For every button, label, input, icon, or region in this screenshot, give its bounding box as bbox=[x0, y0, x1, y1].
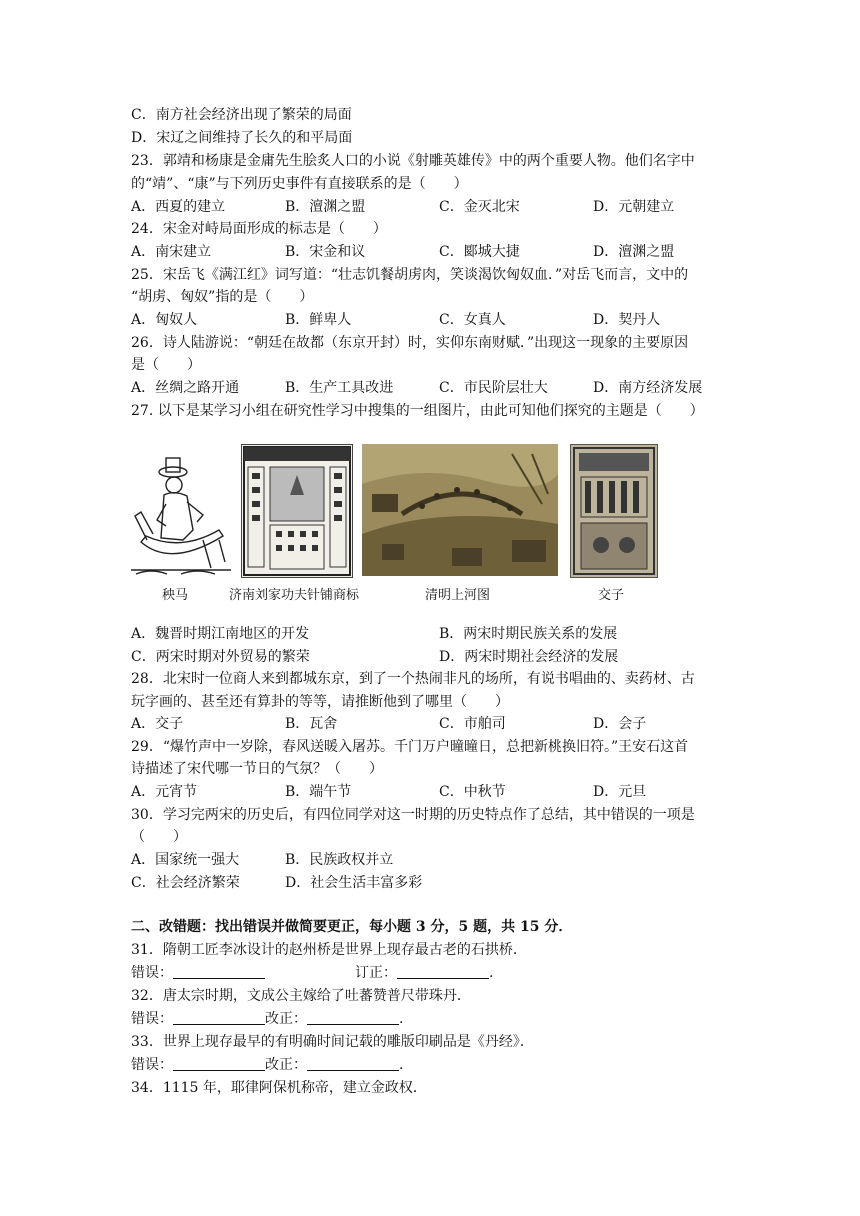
q28-option-d: D．会子 bbox=[593, 716, 647, 732]
q27-option-d: D．两宋时期社会经济的发展 bbox=[439, 649, 619, 665]
q22-option-d: D．宋辽之间维持了长久的和平局面 bbox=[131, 130, 353, 146]
q25-stem-2: “胡虏、匈奴”指的是（ ） bbox=[131, 289, 314, 305]
error-label: 错误： bbox=[131, 1057, 173, 1073]
section-2-heading: 二、改错题：找出错误并做简要更正，每小题 3 分，5 题，共 15 分． bbox=[131, 919, 573, 935]
q26-option-c: C．市民阶层壮大 bbox=[439, 380, 548, 396]
q33-answer-row bbox=[131, 1055, 403, 1075]
q30-stem-2: （ ） bbox=[131, 829, 187, 845]
qingming-scroll-painting bbox=[362, 444, 558, 576]
q25-stem-1: 25．宋岳飞《满江红》词写道：“壮志饥餐胡虏肉，笑谈渴饮匈奴血．”对岳飞而言，文中的 bbox=[131, 267, 689, 283]
q26-option-b: B．生产工具改进 bbox=[285, 380, 394, 396]
caption-qingming: 清明上河图 bbox=[425, 588, 491, 603]
end-period: . bbox=[399, 1011, 404, 1027]
q29-option-b: B．端午节 bbox=[285, 784, 352, 800]
caption-trademark: 济南刘家功夫针铺商标 bbox=[229, 588, 360, 603]
q28-stem-2: 玩字画的、甚至还有算卦的等等，请推断他到了哪里（ ） bbox=[131, 694, 509, 710]
q25-option-b: B．鲜卑人 bbox=[285, 312, 352, 328]
q23-stem-2: 的“靖”、“康”与下列历史事件有直接联系的是（ ） bbox=[131, 176, 468, 192]
q26-stem-1: 26．诗人陆游说：“朝廷在故都（东京开封）时，实仰东南财赋．”出现这一现象的主要原因 bbox=[131, 335, 689, 351]
q23-stem-1: 23．郭靖和杨康是金庸先生脍炙人口的小说《射雕英雄传》中的两个重要人物。他们名字中 bbox=[131, 153, 695, 169]
q24-option-d: D．澶渊之盟 bbox=[593, 244, 675, 260]
caption-jiaozi: 交子 bbox=[598, 588, 625, 603]
q26-stem-2: 是（ ） bbox=[131, 357, 201, 373]
q33-stem: 33．世界上现存最早的有明确时间记载的雕版印刷品是《丹经》． bbox=[131, 1034, 534, 1050]
q26-option-a: A．丝绸之路开通 bbox=[131, 380, 240, 396]
q27-option-b: B．两宋时期民族关系的发展 bbox=[439, 626, 618, 642]
correct-blank[interactable] bbox=[397, 964, 489, 979]
q27-option-c: C．两宋时期对外贸易的繁荣 bbox=[131, 649, 310, 665]
q31-answer-row bbox=[131, 963, 493, 983]
q29-stem-2: 诗描述了宋代哪一节日的气氛？（ ） bbox=[131, 761, 383, 777]
q27-option-a: A．魏晋时期江南地区的开发 bbox=[131, 626, 310, 642]
q23-option-b: B．澶渊之盟 bbox=[285, 199, 366, 215]
error-blank[interactable] bbox=[173, 1056, 265, 1071]
q32-stem: 32．唐太宗时期，文成公主嫁给了吐蕃赞普尺带珠丹． bbox=[131, 988, 471, 1004]
q23-option-a: A．西夏的建立 bbox=[131, 199, 226, 215]
q30-option-a: A．国家统一强大 bbox=[131, 852, 240, 868]
correct-blank[interactable] bbox=[307, 1010, 399, 1025]
q34-stem: 34．1115 年，耶律阿保机称帝，建立金政权． bbox=[131, 1080, 427, 1096]
end-period: . bbox=[489, 965, 494, 981]
q31-stem: 31．隋朝工匠李冰设计的赵州桥是世界上现存最古老的石拱桥． bbox=[131, 942, 527, 958]
q28-stem-1: 28．北宋时一位商人来到都城东京，到了一个热闹非凡的场所，有说书唱曲的、卖药材、古 bbox=[131, 671, 695, 687]
q29-option-a: A．元宵节 bbox=[131, 784, 198, 800]
q29-option-d: D．元旦 bbox=[593, 784, 647, 800]
q28-option-c: C．市舶司 bbox=[439, 716, 506, 732]
q24-option-a: A．南宋建立 bbox=[131, 244, 212, 260]
q25-option-d: D．契丹人 bbox=[593, 312, 661, 328]
correct-blank[interactable] bbox=[307, 1056, 399, 1071]
q30-stem-1: 30．学习完两宋的历史后，有四位同学对这一时期的历史特点作了总结，其中错误的一项是 bbox=[131, 807, 695, 823]
q29-stem-1: 29．“爆竹声中一岁除，春风送暖入屠苏。千门万户曈曈日，总把新桃换旧符。”王安石这首 bbox=[131, 739, 689, 755]
q28-option-b: B．瓦舍 bbox=[285, 716, 338, 732]
q24-stem: 24．宋金对峙局面形成的标志是（ ） bbox=[131, 221, 387, 237]
caption-yangma: 秧马 bbox=[162, 588, 189, 603]
error-label: 错误： bbox=[131, 1011, 173, 1027]
q32-answer-row bbox=[131, 1009, 403, 1029]
q22-option-c: C．南方社会经济出现了繁荣的局面 bbox=[131, 107, 352, 123]
q23-option-d: D．元朝建立 bbox=[593, 199, 675, 215]
q28-option-a: A．交子 bbox=[131, 716, 184, 732]
q24-option-c: C．郾城大捷 bbox=[439, 244, 520, 260]
q30-option-c: C．社会经济繁荣 bbox=[131, 875, 240, 891]
q25-option-a: A．匈奴人 bbox=[131, 312, 198, 328]
q26-option-d: D．南方经济发展 bbox=[593, 380, 703, 396]
q24-option-b: B．宋金和议 bbox=[285, 244, 366, 260]
correct-label: 订正： bbox=[355, 965, 397, 981]
q30-option-b: B．民族政权并立 bbox=[285, 852, 394, 868]
q25-option-c: C．女真人 bbox=[439, 312, 506, 328]
correct-label: 改正： bbox=[265, 1057, 307, 1073]
yangma-figure bbox=[131, 440, 231, 580]
q27-stem: 27. 以下是某学习小组在研究性学习中搜集的一组图片，由此可知他们探究的主题是（ ） bbox=[131, 403, 704, 419]
correct-label: 改正： bbox=[265, 1011, 307, 1027]
end-period: . bbox=[399, 1057, 404, 1073]
q29-option-c: C．中秋节 bbox=[439, 784, 506, 800]
needle-shop-trademark bbox=[241, 444, 353, 578]
jiaozi-banknote bbox=[570, 444, 658, 578]
q23-option-c: C．金灭北宋 bbox=[439, 199, 520, 215]
q30-option-d: D．社会生活丰富多彩 bbox=[285, 875, 423, 891]
error-label: 错误： bbox=[131, 965, 173, 981]
error-blank[interactable] bbox=[173, 964, 265, 979]
error-blank[interactable] bbox=[173, 1010, 265, 1025]
